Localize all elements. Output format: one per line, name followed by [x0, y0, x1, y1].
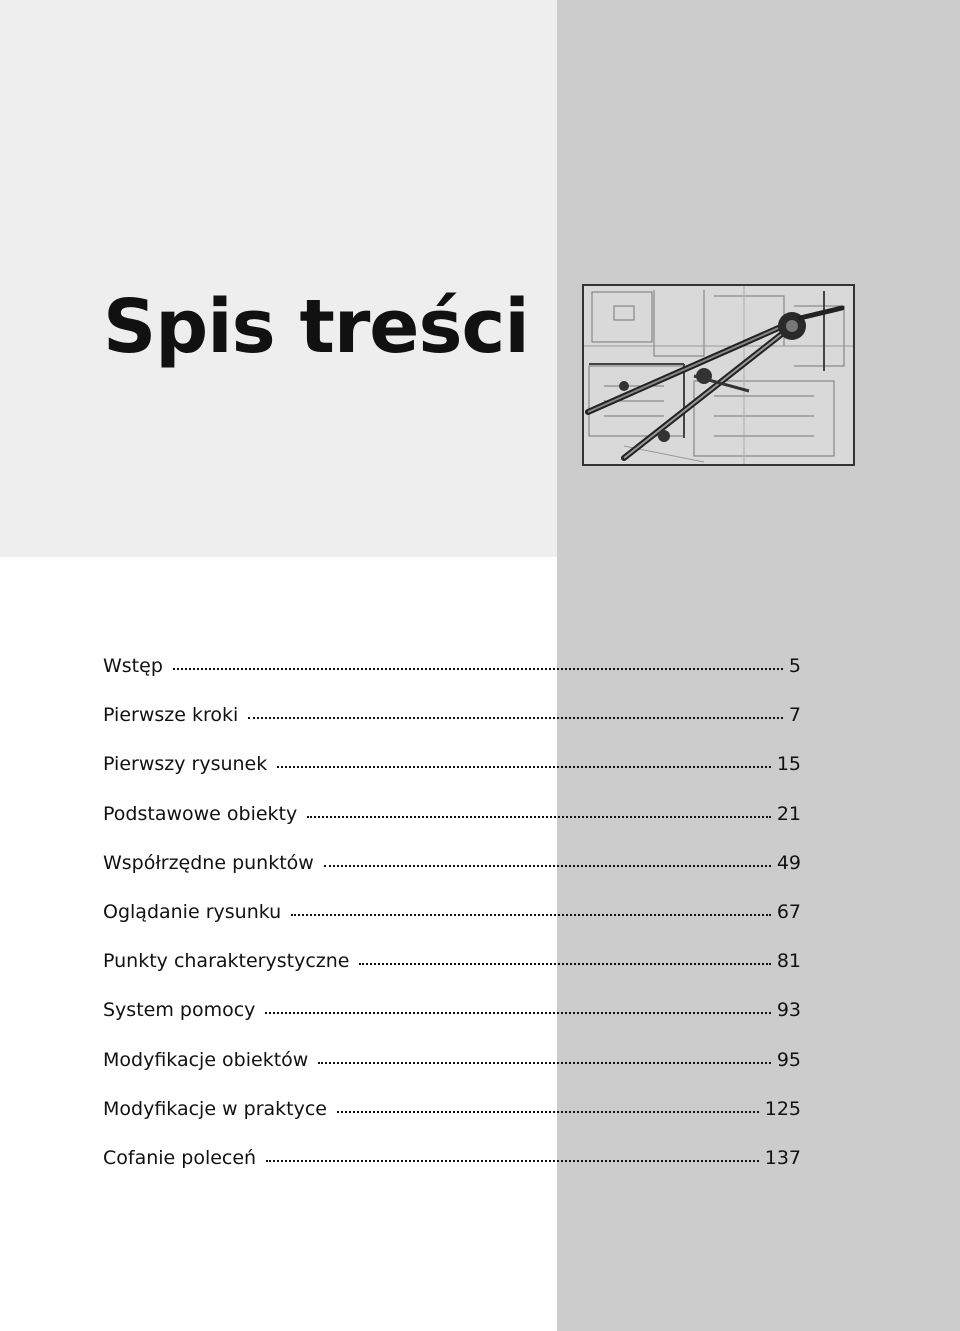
toc-entry-title: Podstawowe obiekty	[103, 802, 298, 825]
toc-entry-title: System pomocy	[103, 999, 256, 1022]
toc-dot-leader	[266, 1158, 759, 1162]
toc-entry[interactable]	[103, 1147, 801, 1196]
toc-entry-title: Współrzędne punktów	[103, 851, 314, 874]
toc-page-number: 81	[776, 950, 801, 973]
toc-dot-leader	[318, 1060, 770, 1064]
toc-entry[interactable]	[103, 1049, 801, 1098]
toc-dot-leader	[324, 863, 771, 867]
toc-entry-title: Modyfikacje obiektów	[103, 1048, 309, 1071]
toc-entry[interactable]	[103, 1098, 801, 1147]
toc-entry[interactable]	[103, 999, 801, 1048]
toc-page-number: 15	[776, 753, 801, 776]
toc-dot-leader	[337, 1109, 759, 1113]
toc-dot-leader	[265, 1010, 770, 1014]
toc-page-number: 7	[788, 704, 801, 727]
toc-entry[interactable]	[103, 753, 801, 802]
toc-page-number: 125	[764, 1097, 801, 1120]
toc-page-number: 93	[776, 999, 801, 1022]
toc-dot-leader	[307, 814, 771, 818]
compass-blueprint-photo	[582, 284, 855, 466]
toc-dot-leader	[173, 666, 783, 670]
toc-entry-title: Punkty charakterystyczne	[103, 950, 350, 973]
toc-page-number: 49	[776, 851, 801, 874]
header-background	[0, 0, 557, 557]
toc-entry[interactable]	[103, 803, 801, 852]
toc-entry-title: Cofanie poleceń	[103, 1146, 257, 1169]
page-title: Spis treści	[103, 284, 529, 370]
toc-entry[interactable]	[103, 852, 801, 901]
toc-entry[interactable]	[103, 655, 801, 704]
toc-page-number: 95	[776, 1048, 801, 1071]
toc-page-number: 5	[788, 655, 801, 677]
toc-entry[interactable]	[103, 950, 801, 999]
toc-dot-leader	[277, 764, 771, 768]
toc-page-number: 137	[764, 1146, 801, 1169]
toc-entry-title: Modyfikacje w praktyce	[103, 1097, 327, 1120]
toc-entry[interactable]	[103, 704, 801, 753]
toc-entry-title: Oglądanie rysunku	[103, 900, 282, 923]
toc-dot-leader	[291, 912, 771, 916]
toc-entry-title: Pierwszy rysunek	[103, 753, 268, 776]
toc-dot-leader	[248, 715, 783, 719]
toc-dot-leader	[359, 961, 770, 965]
toc-entry-title: Wstęp	[103, 655, 163, 677]
toc-entry[interactable]	[103, 901, 801, 950]
table-of-contents	[103, 655, 801, 1196]
toc-page-number: 21	[776, 802, 801, 825]
toc-entry-title: Pierwsze kroki	[103, 704, 239, 727]
toc-page-number: 67	[776, 900, 801, 923]
